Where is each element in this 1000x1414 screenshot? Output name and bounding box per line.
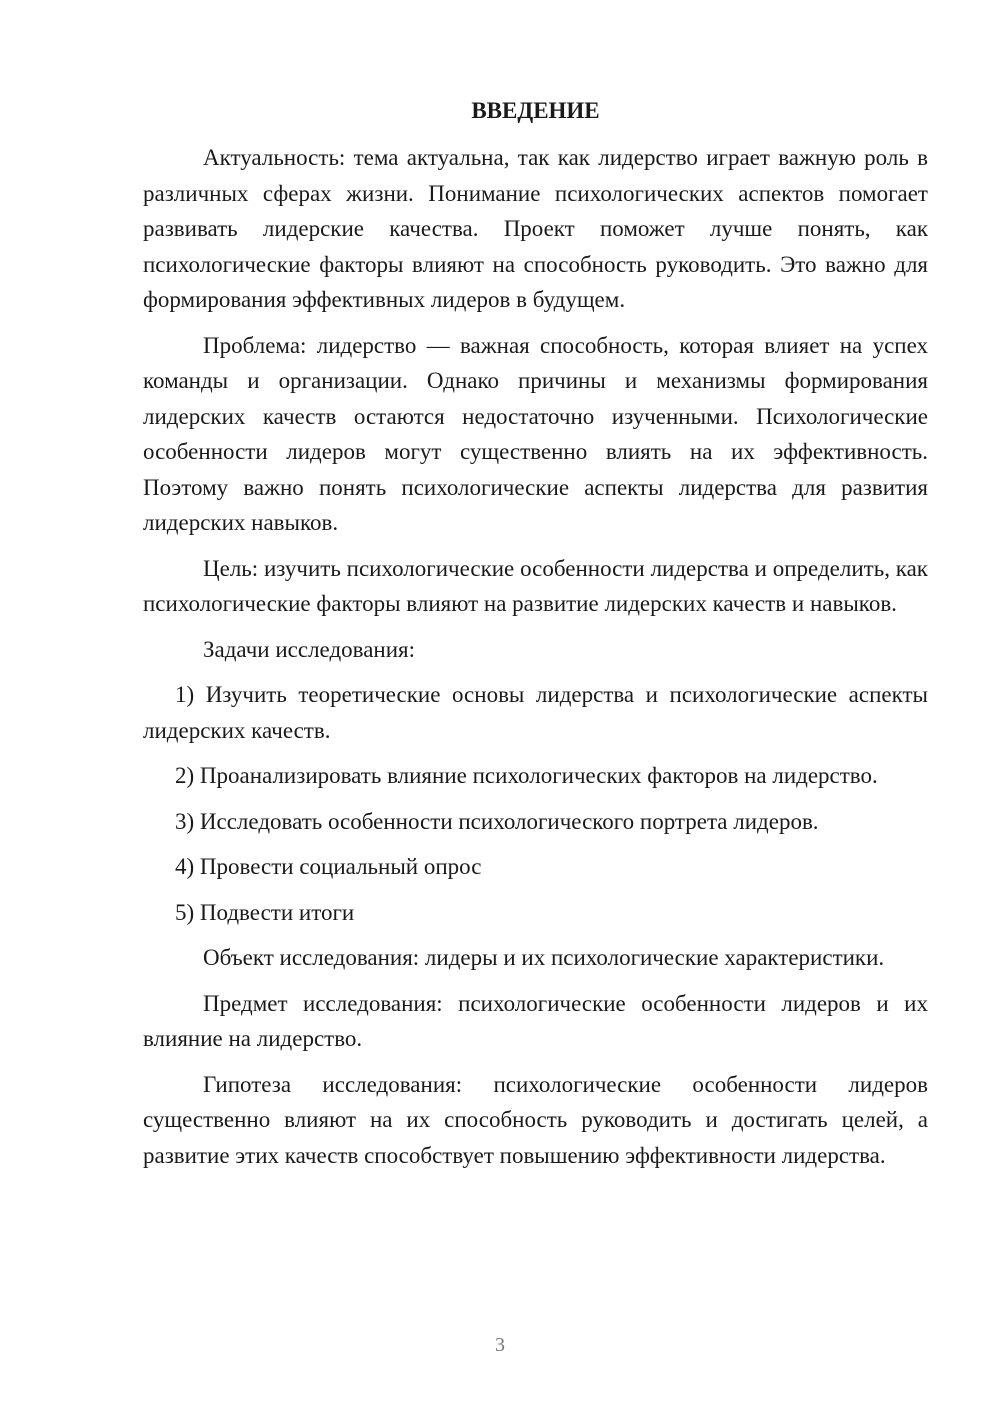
task-item-3: 3) Исследовать особенности психологического портрета лидеров. [175, 808, 819, 834]
object-paragraph: Объект исследования: лидеры и их психологические характеристики. [203, 945, 885, 970]
task-item-4: 4) Провести социальный опрос [175, 854, 482, 879]
problem-paragraph: Проблема: лидерство — важная способность, которая влияет на успех команды и организации. Однако причины и механизмы формирования лидерских качеств остаются недостаточно изученными. Психологические особенности лидеров могут существенно влиять на их эффективность. Поэтому важно понять психологические аспекты лидерства для развития лидерских навыков. [143, 332, 928, 535]
goal-paragraph: Цель: изучить психологические особенности лидерства и определить, как психологические факторы влияют на развитие лидерских качеств и навыков. [143, 555, 928, 616]
relevance-paragraph: Актуальность: тема актуальна, так как лидерство играет важную роль в различных сферах жизни. Понимание психологических аспектов помогает развивать лидерские качества. Проект поможет лучше понять, как психологические факторы влияют на способность руководить. Это важно для формирования эффективных лидеров в будущем. [143, 145, 928, 312]
subject-paragraph: Предмет исследования: психологические особенности лидеров и их влияние на лидерство. [143, 990, 928, 1051]
page-number: 3 [495, 1334, 505, 1356]
page-title: ВВЕДЕНИЕ [471, 98, 600, 123]
task-item-2: 2) Проанализировать влияние психологических факторов на лидерство. [175, 763, 878, 788]
hypothesis-paragraph: Гипотеза исследования: психологические особенности лидеров существенно влияют на их способность руководить и достигать целей, а развитие этих качеств способствует повышению эффективности лидерства. [143, 1071, 928, 1168]
task-item-1: 1) Изучить теоретические основы лидерства и психологические аспекты лидерских качеств. [143, 682, 928, 743]
page-content [143, 92, 928, 1183]
task-item-5: 5) Подвести итоги [175, 899, 355, 925]
tasks-heading: Задачи исследования: [203, 636, 416, 662]
